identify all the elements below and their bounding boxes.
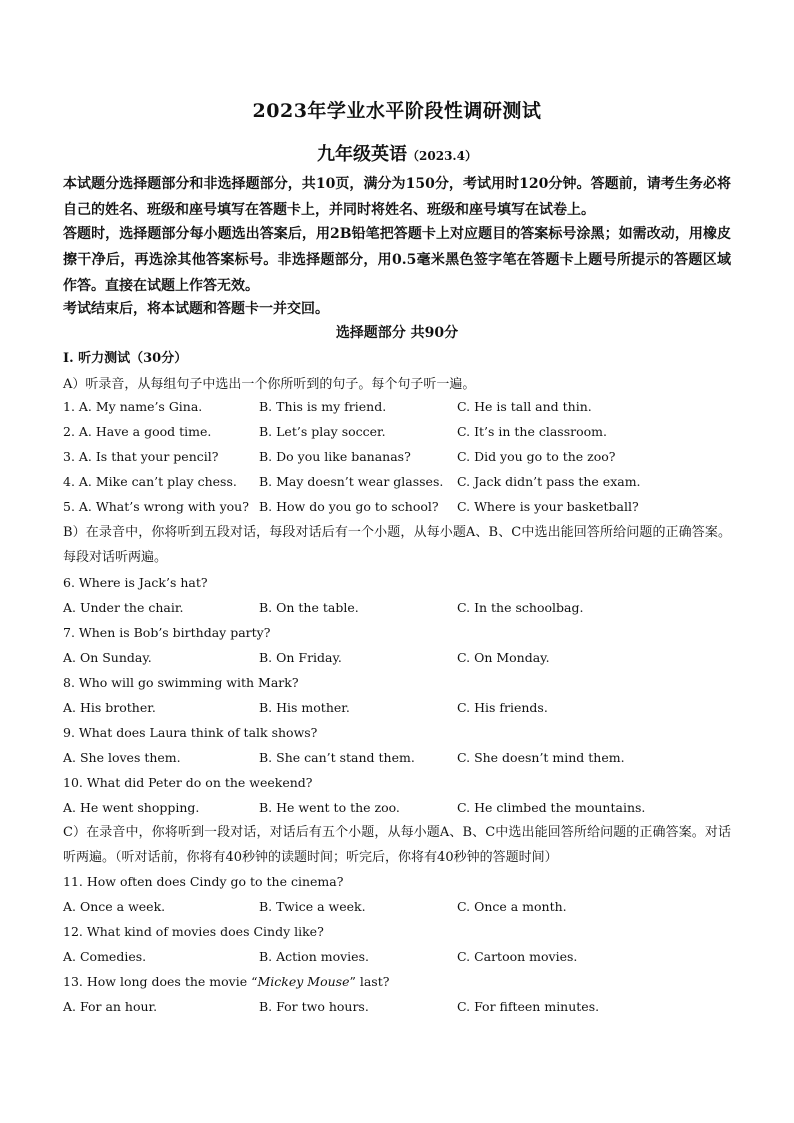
option-c: C. Where is your basketball? [457,499,639,514]
section-title: 选择题部分 共90分 [335,325,459,341]
exam-title: 2023年学业水平阶段性调研测试 [252,100,542,122]
answer-row [0,949,794,971]
option-c: C. For fifteen minutes. [457,999,600,1014]
partC-instruction: C）在录音中，你将听到一段对话，对话后有五个小题，从每小题A、B、C中选出能回答所给问题的正确答案。对话听两遍。（听对话前，你将有40秒钟的读题时间；听完后，你将有40秒钟的答题时间） [63,825,731,865]
answer-row [0,700,794,722]
option-a: A. Once a week. [63,899,166,914]
answer-row [0,999,794,1021]
option-c: C. He climbed the mountains. [457,800,646,815]
option-a: A. Under the chair. [63,600,184,615]
option-b: B. For two hours. [259,999,369,1014]
option-c: C. It’s in the classroom. [457,424,607,439]
question-row [0,399,794,421]
answer-row [0,650,794,672]
option-c: C. He is tall and thin. [457,399,592,414]
option-b: B. Let’s play soccer. [259,424,386,439]
question-row [0,449,794,471]
question-text: 12. What kind of movies does Cindy like? [63,924,324,939]
option-b: B. Do you like bananas? [259,449,411,464]
option-b: B. May doesn’t wear glasses. [259,474,444,489]
option-c: C. His friends. [457,700,548,715]
option-a: A. She loves them. [63,750,181,765]
question-text: 10. What did Peter do on the weekend? [63,775,313,790]
answer-row [0,899,794,921]
part1-title: Ⅰ. 听力测试（30分） [63,351,188,366]
instruction-paragraph-2: 答题时，选择题部分每小题选出答案后，用2B铅笔把答题卡上对应题目的答案标号涂黑；如需改动，用橡皮擦干净后，再选涂其他答案标号。非选择题部分，用0.5毫米黑色签字笔在答题卡上题号所提示的答题区域作答。直接在试题上作答无效。 [63,226,731,294]
subtitle-text: 九年级英语 [317,144,408,165]
option-b: B. This is my friend. [259,399,387,414]
question-text: 7. When is Bob’s birthday party? [63,625,271,640]
option-a: 3. A. Is that your pencil? [63,449,219,464]
answer-row [0,750,794,772]
question-text: 11. How often does Cindy go to the cinema? [63,874,344,889]
option-c: C. Once a month. [457,899,567,914]
option-a: A. Comedies. [63,949,147,964]
question-row [0,474,794,496]
answer-row [0,600,794,622]
option-b: B. How do you go to school? [259,499,439,514]
option-b: B. Action movies. [259,949,369,964]
option-c: C. In the schoolbag. [457,600,584,615]
question-text: 6. Where is Jack’s hat? [63,575,208,590]
exam-subtitle [0,140,794,166]
instruction-paragraph-3: 考试结束后，将本试题和答题卡一并交回。 [63,301,329,317]
option-a: A. For an hour. [63,999,158,1014]
option-b: B. Twice a week. [259,899,366,914]
option-b: B. On the table. [259,600,359,615]
option-b: B. She can’t stand them. [259,750,415,765]
partB-instruction: B）在录音中，你将听到五段对话，每段对话后有一个小题，从每小题A、B、C中选出能回答所给问题的正确答案。每段对话听两遍。 [63,525,731,565]
option-b: B. On Friday. [259,650,342,665]
option-a: 1. A. My name’s Gina. [63,399,203,414]
option-a: 5. A. What’s wrong with you? [63,499,249,514]
question-text-prefix: 13. How long does the movie “ [63,974,258,989]
option-c: C. Did you go to the zoo? [457,449,616,464]
answer-row [0,800,794,822]
option-c: C. She doesn’t mind them. [457,750,625,765]
question-text: 9. What does Laura think of talk shows? [63,725,318,740]
option-c: C. On Monday. [457,650,550,665]
partA-instruction: A）听录音，从每组句子中选出一个你所听到的句子。每个句子听一遍。 [63,377,476,392]
option-c: C. Jack didn’t pass the exam. [457,474,641,489]
option-a: A. On Sunday. [63,650,152,665]
option-a: A. He went shopping. [63,800,200,815]
question-text-suffix: ” last? [349,974,390,989]
instruction-paragraph-1: 本试题分选择题部分和非选择题部分，共10页，满分为150分，考试用时120分钟。答题前，请考生务必将自己的姓名、班级和座号填写在答题卡上，并同时将姓名、班级和座号填写在试卷上。 [63,176,731,218]
question-text [63,974,389,989]
question-text: 8. Who will go swimming with Mark? [63,675,299,690]
option-b: B. He went to the zoo. [259,800,400,815]
question-row [0,499,794,521]
option-b: B. His mother. [259,700,350,715]
subtitle-date: （2023.4） [407,149,477,163]
option-a: A. His brother. [63,700,156,715]
movie-title: Mickey Mouse [257,974,350,989]
question-row [0,424,794,446]
option-a: 2. A. Have a good time. [63,424,212,439]
option-c: C. Cartoon movies. [457,949,578,964]
option-a: 4. A. Mike can’t play chess. [63,474,237,489]
